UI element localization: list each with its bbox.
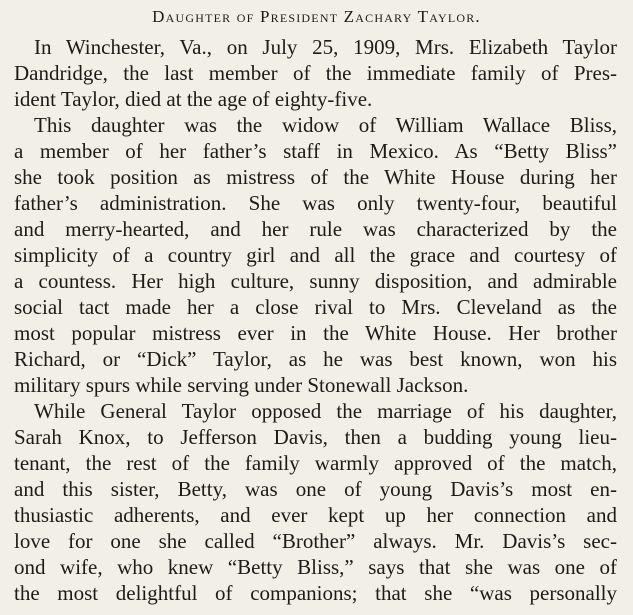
text-line: social tact made her a close rival to Mrs. Cleveland as the — [14, 295, 617, 319]
text-line: ident Taylor, died at the age of eighty-five. — [14, 87, 373, 111]
text-line: This daughter was the widow of William Wallace Bliss, — [34, 113, 617, 137]
text-line: father’s administration. She was only twenty-four, beautiful — [14, 191, 617, 215]
text-line: In Winchester, Va., on July 25, 1909, Mrs. Elizabeth Taylor — [34, 35, 617, 59]
text-line: she took position as mistress of the White House during her — [14, 165, 617, 189]
text-line: simplicity of a country girl and all the grace and courtesy of — [14, 243, 617, 267]
text-line: and merry-hearted, and her rule was characterized by the — [14, 217, 617, 241]
text-line: a member of her father’s staff in Mexico. As “Betty Bliss” — [14, 139, 617, 163]
text-line: military spurs while serving under Stonewall Jackson. — [14, 373, 469, 397]
article-heading: Daughter of President Zachary Taylor. — [152, 7, 481, 26]
text-line: ond wife, who knew “Betty Bliss,” says that she was one of — [14, 555, 617, 579]
text-line: and this sister, Betty, was one of young Davis’s most en- — [14, 477, 617, 501]
text-line: Dandridge, the last member of the immediate family of Pres- — [14, 61, 617, 85]
text-line: the most delightful of companions; that she “was personally — [14, 581, 617, 605]
text-line: love for one she called “Brother” always. Mr. Davis’s sec- — [14, 529, 617, 553]
text-line: tenant, the rest of the family warmly approved of the match, — [14, 451, 617, 475]
text-line: thusiastic adherents, and ever kept up her connection and — [14, 503, 617, 527]
text-line: a countess. Her high culture, sunny disposition, and admirable — [14, 269, 617, 293]
text-line: While General Taylor opposed the marriage of his daughter, — [34, 399, 617, 423]
text-line: most popular mistress ever in the White House. Her brother — [14, 321, 617, 345]
text-line: Sarah Knox, to Jefferson Davis, then a budding young lieu- — [14, 425, 617, 449]
text-line: Richard, or “Dick” Taylor, as he was best known, won his — [14, 347, 617, 371]
